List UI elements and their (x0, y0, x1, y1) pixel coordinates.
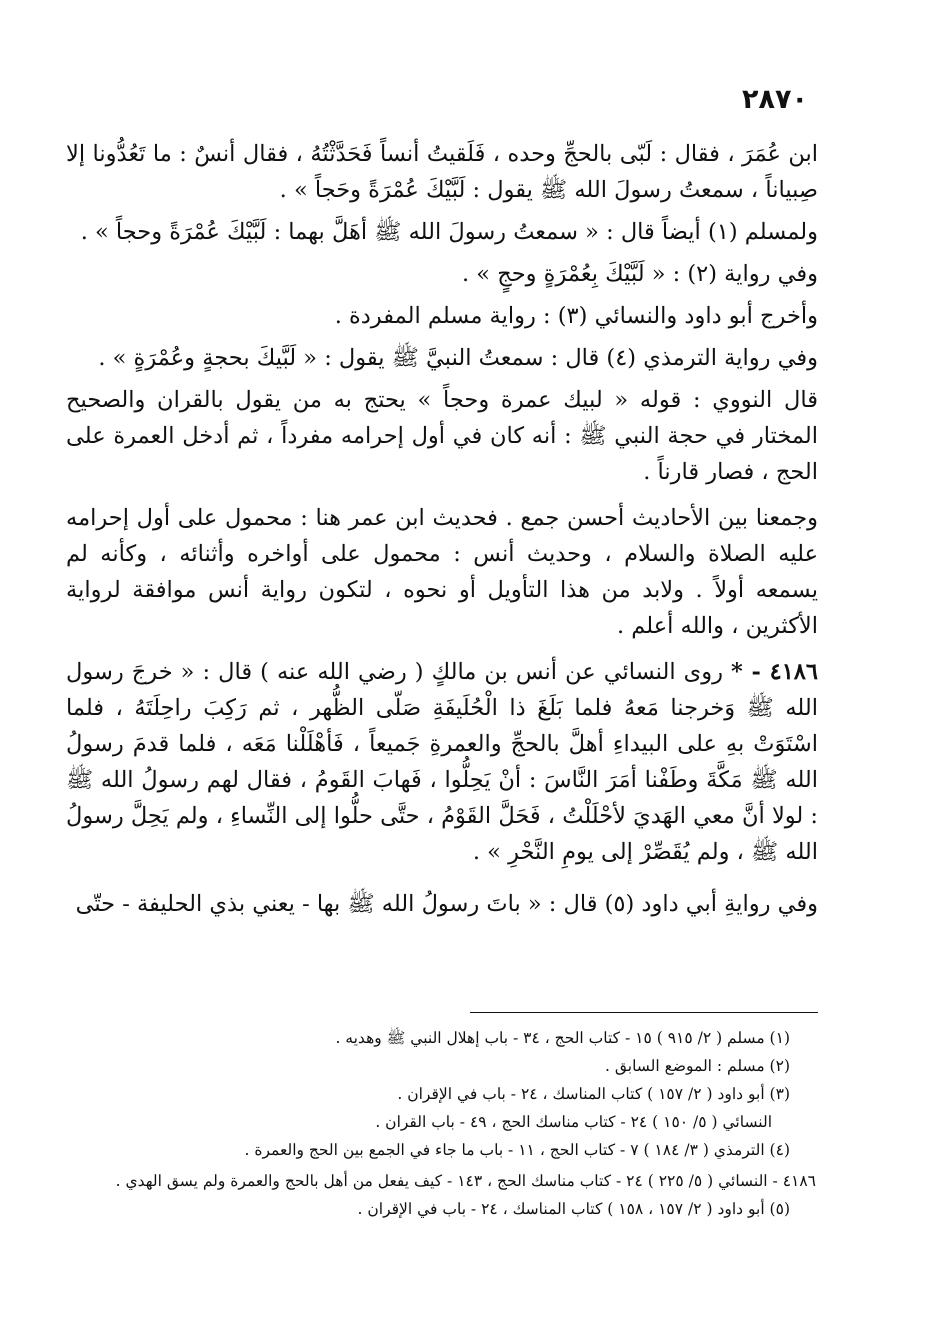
footnote-3: (٣) أبو داود ( ٢/ ١٥٧ ) كتاب المناسك ، ٢٤ - باب في الإقران . (397, 1085, 790, 1103)
footnote-separator (470, 1012, 818, 1013)
footnote-3-nasai: النسائي ( ٥/ ١٥٠ ) ٢٤ - كتاب مناسك الحج ، ٤٩ - باب القران . (375, 1113, 772, 1131)
footnote-1: (١) مسلم ( ٢/ ٩١٥ ) ١٥ - كتاب الحج ، ٣٤ - باب إهلال النبي ﷺ وهديه . (335, 1029, 790, 1047)
paragraph-muslim: ولمسلم (١) أيضاً قال : « سمعتُ رسولَ الله ﷺ أهَلَّ بهما : لَبَّيْكَ عُمْرَةً وحجاً » . (80, 219, 818, 245)
footnote-4: (٤) الترمذي ( ٣/ ١٨٤ ) ٧ - كتاب الحج ، ١١ - باب ما جاء في الجمع بين الحج والعمرة . (244, 1141, 790, 1159)
hadith-text: روى النسائي عن أنس بن مالكٍ ( رضي الله عنه ) قال : « خرجَ رسول الله ﷺ وَخرجنا مَعهُ فلما بَلَغَ ذا الْحُلَيفَةِ صَلّى الظُّهر ، ثم رَكِبَ راحِلَتَهُ ، فلما اسْتَوَتْ بهِ على البيداءِ أهلَّ بالحجِّ والعمرةِ جَميعاً ، فَأهْلَلْنا مَعَه ، فلما قدمَ رسولُ الله ﷺ مَكَّةَ وطَفْنا أمَرَ النَّاسَ : أنْ يَحِلُّوا ، فَهابَ القَومُ ، فقال لهم رسولُ الله ﷺ : لولا أنَّ معي الهَديَ لأحْلَلْتُ ، فَحَلَّ القَوْمُ ، حتَّى حلُّوا إلى النِّساءِ ، ولم يَحِلَّ رسولُ الله ﷺ ، ولم يُقَصِّرْ إلى يومِ النَّحْرِ » . (66, 659, 818, 865)
paragraph-abu-dawud-riwaya: وفي روايةِ أبي داود (٥) قال : « باتَ رسولُ الله ﷺ بها - يعني بذي الحليفة - حتّى (75, 891, 818, 917)
footnote-2: (٢) مسلم : الموضع السابق . (604, 1057, 790, 1075)
main-text (66, 136, 818, 922)
paragraph-nawawi: قال النووي : قوله « لبيك عمرة وحجاً » يحتج به من يقول بالقران والصحيح المختار في حجة النبي ﷺ : أنه كان في أول إحرامه مفرداً ، ثم أدخل العمرة على الحج ، فصار قارناً . (66, 387, 818, 485)
paragraph-riwaya: وفي رواية (٢) : « لَبَّيْكَ بِعُمْرَةٍ وحجٍ » . (462, 261, 818, 287)
page-number: ٢٨٧٠ (742, 84, 808, 115)
hadith-4186 (66, 654, 818, 870)
footnote-hadith-4186: ٤١٨٦ - النسائي ( ٥/ ٢٢٥ ) ٢٤ - كتاب مناسك الحج ، ١٤٣ - كيف يفعل من أهل بالحج والعمرة ولم يسق الهدي . (115, 1172, 816, 1190)
footnote-5: (٥) أبو داود ( ٢/ ١٥٧ ، ١٥٨ ) كتاب المناسك ، ٢٤ - باب في الإقران . (357, 1200, 790, 1218)
hadith-number: ٤١٨٦ - * (731, 659, 818, 685)
paragraph-tirmidhi: وفي رواية الترمذي (٤) قال : سمعتُ النبيَّ ﷺ يقول : « لَبَّيكَ بحجةٍ وعُمْرَةٍ » . (98, 345, 818, 371)
footnotes (115, 1024, 816, 1223)
paragraph-abu-dawud-nasai: وأخرج أبو داود والنسائي (٣) : رواية مسلم المفردة . (334, 303, 818, 329)
paragraph-jam: وجمعنا بين الأحاديث أحسن جمع . فحديث ابن عمر هنا : محمول على أول إحرامه عليه الصلاة والسلام ، وحديث أنس : محمول على أواخره وأثنائه ، وكأنه لم يسمعه أولاً . ولابد من هذا التأويل أو نحوه ، لتكون رواية أنس موافقة لرواية الأكثرين ، والله أعلم . (66, 505, 818, 639)
paragraph-ibn-umar: ابن عُمَرَ ، فقال : لَبّى بالحجِّ وحده ، فَلَقيتُ أنساً فَحَدَّثْتُهُ ، فقال أنسٌ : ما تَعُدُّونا إلا صِبياناً ، سمعتُ رسولَ الله ﷺ يقول : لَبَّيْكَ عُمْرَةً وحَجاً » . (66, 141, 818, 203)
